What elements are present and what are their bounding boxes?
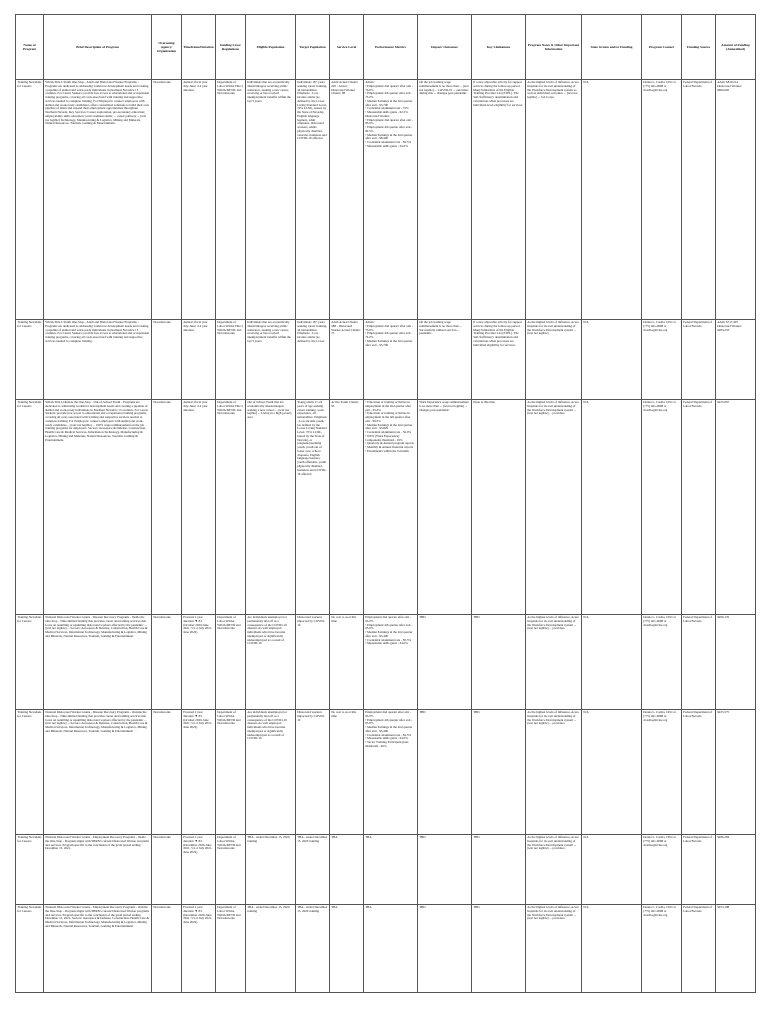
table-cell: N/A [582, 710, 642, 835]
col-header-impact: Impact/ Outcomes [418, 15, 472, 80]
table-cell: TBD [418, 835, 472, 905]
table-cell: $290,176 [716, 615, 756, 710]
table-cell: None at this time [472, 400, 526, 615]
table-cell: TBA [364, 835, 418, 905]
table-cell: N/A [582, 835, 642, 905]
table-row [16, 905, 756, 993]
table-cell: Individuals that are economically disadvantaged, receiving public assistance, seeking a new career, receiving or has received unemployment benefits within the last 5 years. [246, 320, 296, 400]
table-cell: Work Experience wage reimbursement is no more than ... [text not legible] ... changes post-pandemic. [418, 400, 472, 615]
table-cell: Donna L. Cardia, CEO at (775) 461-0098 or dcardia@nvnw.org [642, 80, 682, 320]
table-cell: Young adults 17-24 years of age seeking career training, work experience, all nationalities. Emphasis - Low-income youth, (as defined by the Lower Living Standard Level, 70% LLSIL, issued by the State of Nevada), or pregnant/parenting youth, youth out of foster care, school dropouts, English language learners, youth offenders, youth physically disabled, homeless and COVID-19 affected [296, 400, 330, 615]
table-cell: On the job training wage reimbursement is no more than ... [text not legible] ... COVID-19 ... outcomes during this ... changes post-pandemic. [418, 80, 472, 320]
table-cell: Adult Actual Clients: 220 - Active; Dislocated Worker Clients: 98 [330, 80, 364, 320]
table-cell: Training Nevadans for Careers [16, 400, 44, 615]
table-cell: Annual: fiscal year July-June; 2-4 year duration [182, 80, 216, 320]
table-cell: N/A [582, 320, 642, 400]
table-cell: Federal Department of Labor/Nevada [682, 710, 716, 835]
table-cell: TBD [418, 615, 472, 710]
table-row [16, 320, 756, 400]
table-cell: As the highest levels of influence, Acero hospitals for its own understanding of the Workforce Development system as well as individual outcomes ... [text not legible] ... Job Corps. [526, 80, 582, 320]
table-cell: Dislocated workers impacted by COVID-19 [296, 615, 330, 710]
table-cell: As the highest levels of influence, Acero hospitals for its own understanding of the Workforce Development system ... [text not legible] [526, 320, 582, 400]
table-cell: Prorated 2 year duration ▼ 8/1 (October 2020-June 2021; 5/1-2 July 2021-June 2022) [182, 710, 216, 835]
table-cell: TBA [330, 835, 364, 905]
table-cell: Active Youth Clients: 93 [330, 400, 364, 615]
table-cell: Adult: $819,214 Dislocated Worker: $696,692 [716, 80, 756, 320]
table-cell: Donna L. Cardia, CEO at (775) 461-0098 or dcardia@nvnw.org [642, 835, 682, 905]
table-cell: Training Nevadans for Careers [16, 835, 44, 905]
table-cell: Department of Labor WIOA, WIOA/DETR and Nevadaworks [216, 835, 246, 905]
col-header-description: Brief Description of Program [44, 15, 152, 80]
col-header-target-population: Target Population [296, 15, 330, 80]
table-cell: Training Nevadans for Careers [16, 320, 44, 400]
table-cell: TBD [472, 615, 526, 710]
table-cell: Dislocated workers impacted by COVID-19 [296, 710, 330, 835]
table-cell: Prorated 2 year duration ▼ 8/1 (October 2020-June 2021; 5/1-2 July 2021-June 2022) [182, 615, 216, 710]
table-cell: No cost to as at this time [330, 710, 364, 835]
table-cell: National Dislocated Worker Grants - Employment Recovery Programs - Outside the One-Stop - Program aligns with SHRN's current Dislocated Worker programs and services. Program specific to the conclusion of the grant period ending December 15, 2021. Sectors: Aerospace & Defense, Construction, Health Care & Medical Services, Information Technology, Manufacturing & Logistics, Mining and Minerals, Natural Resources, Tourism, Gaming & Entertainment. [44, 905, 152, 993]
table-cell: TBD [472, 835, 526, 905]
table-cell: Nevadaworks [152, 320, 182, 400]
table-cell: TBD [472, 905, 526, 993]
table-cell: TBD [472, 710, 526, 835]
table-cell: Adults: • Employment 2nd quarter after exit - 76.0% • Employment 4th quarter after exit - 75.0% • Median Earnings in the 2nd quarter after exit - $5,700 • Credential attainment rate - 72% • Measurable skills gains - 62.5% Dislocated Worker: • Employment 2nd quarter after exit - 83.0% • Employment 4th quarter after exit - 82.5% • Median Earnings in the 2nd quarter after exit - $8,400 • Credential attainment rate - 82.5% • Measurable skills gains - 64.0% [364, 80, 418, 320]
table-cell: Prorated 2 year duration ▼ 8/1 (December 2020-June 2021; 5/1-2 July 2021-June 2022) [182, 835, 216, 905]
table-cell: If a new allowable activity for support services during the follow-up period. Many limitations of the Eligible Training Provider List (ETPL). The Self-Sufficiency determination and calculations when processes are individual eligibility for services. [472, 320, 526, 400]
table-cell: TBA - ended December 15, 2020 training [246, 905, 296, 993]
table-cell: Training Nevadans for Careers [16, 615, 44, 710]
table-cell: Adults: • Employment 2nd quarter after exit - 75.0% • Employment 4th quarter after exit - 74.0% • Median Earnings in the 2nd quarter after exit - $5,700 [364, 320, 418, 400]
table-cell: Nevadaworks [152, 905, 182, 993]
table-cell: Annual: fiscal year July-June; 2-4 year duration [182, 400, 216, 615]
table-cell: TBA - ended December 15, 2020 training [296, 905, 330, 993]
table-cell: N/A [582, 400, 642, 615]
table-row [16, 835, 756, 905]
table-cell: National Dislocated Worker Grants - Disaster Recovery Programs - Outside the One-Stop - Time-limited funding that provides career and training services that focus on reskilling or upskilling dislocated workers affected by the pandemic ... [text not legible] ... Sectors: Aerospace & Defense, Construction, Health Care & Medical Services, Information Technology, Manufacturing & Logistics, Mining and Minerals, Natural Resources, Tourism, Gaming & Entertainment [44, 710, 152, 835]
table-cell: N/A [582, 615, 642, 710]
table-cell: Nevadaworks [152, 615, 182, 710]
table-cell: TBA - ended December 15, 2020 training [246, 835, 296, 905]
table-cell: Federal Department of Labor/Nevada [682, 905, 716, 993]
col-header-contact: Program Contact [642, 15, 682, 80]
header-row [16, 15, 756, 80]
table-row [16, 615, 756, 710]
table-cell: Employment 2nd quarter after exit - 65.0% • Employment 4th quarter after exit - 65.0% • Median Earnings in the 2nd quarter after exit - $5,400 • Credential attainment rate - 82.5% • Measurable skills gains - 64.0% • Sector Training Participant (non-threshold) - 40% [364, 710, 418, 835]
table-cell: As the highest levels of influence, Acero hospitals for its own understanding of the Workforce Development system ... [text not legible] ... providers. [526, 835, 582, 905]
table-cell: TBD [418, 710, 472, 835]
table-cell: Department of Labor WIOA Title I; WIOA/DETR; and Nevadaworks [216, 320, 246, 400]
table-cell: Department of Labor WIOA, WIOA/DETR and Nevadaworks [216, 905, 246, 993]
table-cell: • Education or training activities in employment in the 2nd quarter after exit - 65.0% • Education or training activities in employment in the 4th quarter after exit - 66.0% • Median Earnings in the 2nd quarter after exit - $3,829 • Credential attainment rate - 56.0% • WEX (Work Experience) Components threshold - 19% • Quarterly & Annual program reports • Monthly & Annual financial reports • Enrollments within the 9 months [364, 400, 418, 615]
col-header-state-grants: State Grants and/or Funding [582, 15, 642, 80]
table-cell: Adult Actual Clients: 288 - Dislocated Worker Actual Clients: 73 [330, 320, 364, 400]
table-cell: As the highest levels of influence, Acero hospitals for its own understanding of the Workforce Development system ... [text not legible] ... providers. [526, 905, 582, 993]
table-cell: Nevadaworks [152, 80, 182, 320]
table-cell: Are individuals unemployed or permanently laid off as a consequence of the COVID-19 disaster. As well employed individuals who have become unemployed or significantly underemployed as a result of COVID-19 [246, 615, 296, 710]
table-cell: Out of School Youth that are economically disadvantaged, seeking a new career, ... [text not legible] ... Living in a high poverty area. [246, 400, 296, 615]
table-cell: Federal Department of Labor/Nevada [682, 80, 716, 320]
table-cell: Department of Labor WIOA Title I; WIOA/DETR; and Nevadaworks [216, 400, 246, 615]
table-cell: TBA - ended December 15, 2020 training [296, 835, 330, 905]
table-cell: If a new allowable activity for support services during the follow-up period. Many limitations of the Eligible Training Provider List (ETPL). The Self-Sufficiency determination and calculations when processes are individual-level eligibility for services. [472, 80, 526, 320]
table-cell: Federal Department of Labor/Nevada [682, 615, 716, 710]
table-cell: TBD [418, 905, 472, 993]
table-row [16, 710, 756, 835]
table-cell: $253,198 [716, 905, 756, 993]
table-cell: Nevadaworks [152, 400, 182, 615]
table-cell: Federal Department of Labor/Nevada [682, 400, 716, 615]
table-cell: Donna L. Cardia, CEO at (775) 461-0098 or dcardia@nvnw.org [642, 400, 682, 615]
table-cell: WIOA Title I-Outside the One-Stop - Out-of-School Youth - Programs are dedicated to addressing workforce development needs and creating a pipeline of skilled and work-ready individuals in Northern Nevada's 13 counties. For Career Seekers: provide free access to educational and occupational training programs, covering all costs associated with training and supportive services needed to complete training. For Employers: connect employers with skilled and work-ready candidates ... [text not legible] ... 100% wage reimbursement on the job training programs for employers. Sectors: Aerospace & Defense, Construction, Health Care & Medical Services, Information Technology, Manufacturing & Logistics, Mining and Minerals, Natural Resources, Tourism, Gaming & Entertainment. [44, 400, 152, 615]
table-cell: As the highest levels of influence, Acero hospitals for its own understanding of the Workforce Development system ... [text not legible] ... providers. [526, 710, 582, 835]
col-header-funding-source: Funding Source [682, 15, 716, 80]
table-cell: WIOA Title I-Youth One-Stop - Adult and Dislocated Worker Programs - Programs are dedicated to addressing workforce development needs and creating a pipeline of skilled and work-ready individuals in Northern Nevada's 13 counties. For Career Seekers: provide free access to educational and occupational training programs, covering all costs associated with training and supportive services needed to complete training. For Employers: connect employers with skilled and work-ready candidates, offers customized solutions to build their own pipeline of talent and expand their employment opportunities throughout Northern Nevada. Key Services: Career exploration, pre-secondary education; employability skills education; work readiness skills; ... career pathway ... [text not legible] Technology, Manufacturing & Logistics, Mining and Minerals, Natural Resources, Tourism, Gaming & Entertainment. [44, 80, 152, 320]
table-cell: N/A [582, 905, 642, 993]
table-cell: Donna L. Cardia, CEO at (775) 461-0098 or dcardia@nvnw.org [642, 905, 682, 993]
col-header-eligible-population: Eligible Population [246, 15, 296, 80]
table-cell: N/A [582, 80, 642, 320]
table-cell: No cost to as at this time [330, 615, 364, 710]
table-cell: $286,284 [716, 835, 756, 905]
table-cell: Federal Department of Labor/Nevada [682, 835, 716, 905]
col-header-funding-amount: Amount of Funding (Annualized) [716, 15, 756, 80]
table-cell: Individuals 18+ years seeking career training, all nationalities. Emphasis - Low-income adults (as defined by the Lower Living Standard Level, 70% LLSIL, issued by the State of Nevada), English language learners, adult offenders, dislocated workers, adults physically disabled, veterans, homeless and COVID-19 affected [296, 80, 330, 320]
table-cell: Nevadaworks [152, 835, 182, 905]
table-cell: WIOA Title I-Youth One-Stop - Adult and Dislocated Worker Programs - Programs are dedicated to addressing workforce development needs and creating a pipeline of skilled and work-ready individuals in Northern Nevada's 13 counties. For Career Seekers: provide free access to educational and occupational training programs, covering all costs associated with training and supportive services needed to complete training. [44, 320, 152, 400]
table-cell: TBA [330, 905, 364, 993]
col-header-service-level: Service Level [330, 15, 364, 80]
table-cell: $225,097 [716, 400, 756, 615]
table-cell: Annual: fiscal year July-June; 2-4 year duration [182, 320, 216, 400]
table-row [16, 400, 756, 615]
table-cell: Donna L. Cardia, CEO at (775) 461-0098 or dcardia@nvnw.org [642, 710, 682, 835]
table-cell: National Dislocated Worker Grants - Disaster Recovery Programs - Inside the One-Stop - Time-limited funding that provides career and training services that focus on reskilling or upskilling dislocated workers affected by the pandemic ... [text not legible] ... Sectors: Aerospace & Defense, Construction, Health Care & Medical Services, Information Technology, Manufacturing & Logistics, Mining and Minerals, Natural Resources, Tourism, Gaming & Entertainment. [44, 615, 152, 710]
table-cell: Individuals 18+ years seeking career training, all nationalities. Emphasis - Low-income adults (as defined by the Lower [296, 320, 330, 400]
table-cell: TBA [364, 905, 418, 993]
table-cell: $225,575 [716, 710, 756, 835]
col-header-limitations: Key Limitations [472, 15, 526, 80]
col-header-timeframe: Timeframe/Duration [182, 15, 216, 80]
table-cell: Adult: $717,497 Dislocated Worker: $283,233 [716, 320, 756, 400]
col-header-laws: Guiding Laws/ Regulations [216, 15, 246, 80]
table-row [16, 80, 756, 320]
table-cell: Individuals that are economically disadvantaged, receiving public assistance, seeking a new career, receiving or has received unemployment benefits within the last 5 years. [246, 80, 296, 320]
table-cell: Training Nevadans for Careers [16, 905, 44, 993]
table-cell: Donna L. Cardia, CEO at (775) 461-0098 or dcardia@nvnw.org [642, 615, 682, 710]
program-table [15, 14, 756, 993]
table-cell: Department of Labor WIOA Title I; WIOA/DETR; and Nevadaworks [216, 80, 246, 320]
table-cell: Training Nevadans for Careers [16, 710, 44, 835]
table-cell: Training Nevadans for Careers [16, 80, 44, 320]
col-header-program-name: Name of Program [16, 15, 44, 80]
table-cell: On the job training wage reimbursement is no more than ... Successfully utilized services ... pandemic. [418, 320, 472, 400]
table-cell: National Dislocated Worker Grants - Employment Recovery Programs - Inside the One-Stop - Program aligns with SHRN's current Dislocated Worker programs and services. Program specific to the conclusion of the grant period ending December 15, 2021. [44, 835, 152, 905]
table-cell: Are individuals unemployed or permanently laid off as a consequence of the COVID-19 disaster. As well employed individuals who have become unemployed or significantly underemployed as a result of COVID-19 [246, 710, 296, 835]
table-cell: As the highest levels of influence, Acero hospitals for its own understanding of the Workforce Development system ... [text not legible] ... providers. [526, 615, 582, 710]
table-cell: Employment 2nd quarter after exit - 65.0% • Employment 4th quarter after exit - 65.0% • Median Earnings in the 2nd quarter after exit - $5,400 • Credential attainment rate - 85.5% • Measurable skills gains - 64.0% [364, 615, 418, 710]
table-cell: Nevadaworks [152, 710, 182, 835]
table-cell: Prorated 2 year duration ▼ 8/1 (December 2020-June 2021; 5/1-2 July 2021-June 2022) [182, 905, 216, 993]
col-header-performance-metrics: Performance Metrics [364, 15, 418, 80]
table-cell: Department of Labor WIOA, WIOA/DETR and Nevadaworks [216, 615, 246, 710]
table-cell: Federal Department of Labor/Nevada [682, 320, 716, 400]
col-header-agency: Overseeing Agency/ Organization [152, 15, 182, 80]
table-cell: As the highest levels of influence, Acero hospitals for its own understanding of the Workforce Development system ... [text not legible] ... providers. [526, 400, 582, 615]
col-header-notes: Program Notes & Other Important Information [526, 15, 582, 80]
table-cell: Department of Labor WIOA, WIOA/DETR and Nevadaworks [216, 710, 246, 835]
table-cell: Donna L. Cardia, CEO at (775) 461-0098 or dcardia@nvnw.org [642, 320, 682, 400]
